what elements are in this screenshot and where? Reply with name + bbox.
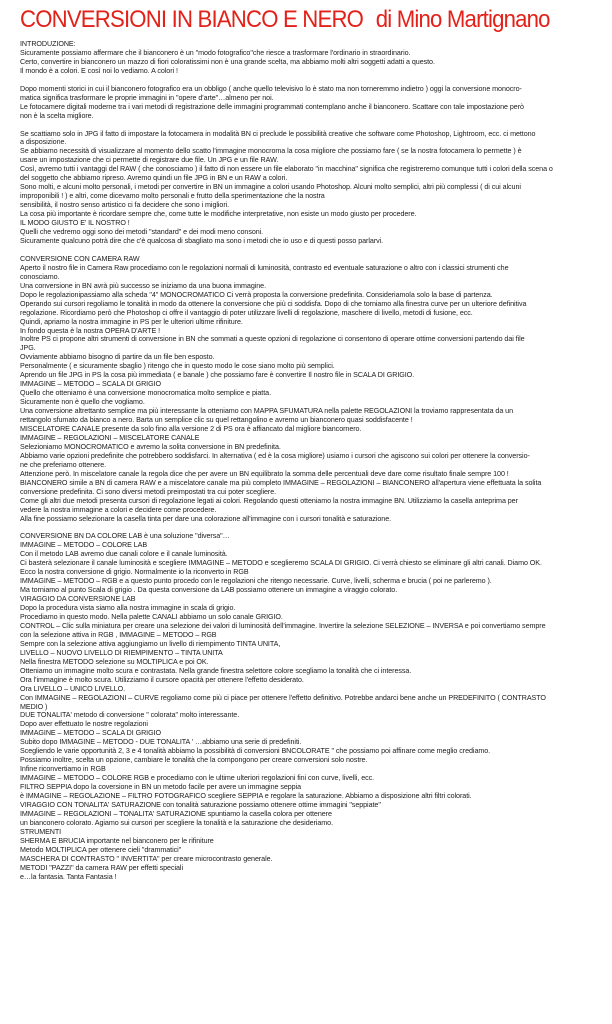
- text-line: usare un impostazione che ci permette di registrare due file. Un JPG e un file RAW.: [20, 156, 279, 165]
- text-line: Quelli che vedremo oggi sono dei metodi "standard" e dei modi meno consoni.: [20, 228, 264, 237]
- text-line: IMMAGINE – REGOLAZIONI – TONALITA' SATURAZIONE spuntiamo la casella colora per ottenere: [20, 809, 332, 818]
- text-line: Otteniamo un immagine molto scura e contrastata. Nella grande finestra selettore colore scegliamo la tonalità che ci interessa.: [20, 666, 412, 675]
- text-line: Se scattiamo solo in JPG il fatto di impostare la fotocamera in modalità BN ci preclude le possibilità creative che software come Photoshop, Lightroom, ecc. ci mettono: [20, 129, 536, 138]
- text-line: IMMAGINE – METODO – COLORE RGB e procediamo con le ultime ulteriori regolazioni fini con curve, livelli, ecc.: [20, 774, 375, 783]
- text-line: Attenzione però. In miscelatore canale la regola dice che per avere un BN equilibrato la somma delle percentuali deve dare come risultato finale sempre 100 !: [20, 469, 509, 478]
- text-line: DUE TONALITA' metodo di conversione " colorata" molto interessante.: [20, 711, 240, 720]
- text-line: Una conversione altrettanto semplice ma più interessante la otteniamo con MAPPA SFUMATURA nella palette REGOLAZIONI la troviamo rappresentata da un: [20, 407, 513, 416]
- paragraph-gap: [20, 76, 598, 85]
- text-line: Certo, convertire in bianconero un mazzo di fiori coloratissimi non è una grande scelta, ma abbiamo molti altri soggetti adatti a questo.: [20, 57, 435, 66]
- text-line: Dopo aver effettuato le nostre regolazioni: [20, 720, 148, 729]
- text-line: Sicuramente possiamo affermare che il bianconero è un "modo fotografico"che riesce a trasformare l'ordinario in straordinario.: [20, 48, 411, 57]
- text-line: IMMAGINE – REGOLAZIONI – MISCELATORE CANALE: [20, 433, 200, 442]
- text-line: Ma torniamo al punto Scala di grigio . Da questa conversione da LAB possiamo ottenere un immagine a viraggio colorato.: [20, 586, 398, 595]
- text-line: IMMAGINE – METODO – SCALA DI GRIGIO: [20, 380, 162, 389]
- text-line: a disposizione.: [20, 138, 67, 147]
- text-line: VIRAGGIO DA CONVERSIONE LAB: [20, 595, 136, 604]
- text-line: Con IMMAGINE – REGOLAZIONI – CURVE regoliamo come più ci piace per ottenere l'effetto definitivo. Potrebbe andarci bene anche un PREDEFINITO ( CONTRASTO: [20, 693, 546, 702]
- text-line: Con il metodo LAB avremo due canali colore e il canale luminosità.: [20, 550, 228, 559]
- text-line: un bianconero colorato. Agiamo sui cursori per scegliere la tonalità e la saturazione che desideriamo.: [20, 818, 334, 827]
- text-line: Subito dopo IMMAGINE – METODO - DUE TONALITA ' …abbiamo una serie di predefiniti.: [20, 738, 302, 747]
- text-line: IMMAGINE – METODO – RGB e a questo punto procedo con le regolazioni che ritengo necessarie. Curve, livelli, scherma e brucia ( poi ne parleremo ).: [20, 577, 492, 586]
- text-line: Se abbiamo necessità di visualizzare al momento dello scatto l'immagine monocroma la cosa migliore che possiamo fare ( se la nostra fotocamera lo permette ) è: [20, 147, 522, 156]
- text-line: STRUMENTI: [20, 827, 62, 836]
- text-line: conversione predefinita. Ci sono diversi metodi preimpostati tra cui poter scegliere.: [20, 487, 277, 496]
- paragraph-gap: [20, 121, 598, 130]
- text-line: Inoltre PS ci propone altri strumenti di conversione in BN che sommati a queste opzioni di regolazione ci consentono di operare ottime conversioni partendo dai file: [20, 335, 525, 344]
- text-line: MASCHERA DI CONTRASTO " INVERTITA" per creare microcontrasto generale.: [20, 854, 273, 863]
- text-line: JPG.: [20, 344, 36, 353]
- text-line: Infine riconvertiamo in RGB: [20, 765, 106, 774]
- text-line: INTRODUZIONE:: [20, 40, 76, 48]
- text-line: Ci basterà selezionare il canale luminosità e scegliere IMMAGINE – METODO e sceglieremo SCALA DI GRIGIO. Ci verrà chiesto se eliminare gli altri canali. Diamo OK.: [20, 559, 542, 568]
- text-line: La cosa più importante è ricordare sempre che, come tutte le modifiche interpretative, non esiste un modo giusto per procedere.: [20, 210, 417, 219]
- paragraph-gap: [20, 246, 598, 255]
- text-line: FILTRO SEPPIA dopo la coversione in BN un metodo facile per avere un immagine seppia: [20, 783, 301, 792]
- title-author: di Mino Martignano: [375, 6, 550, 33]
- text-line: Come gli altri due metodi presenta cursori di regolazione legati ai colori. Regolando questi otteniamo la nostra immagine BN. Utilizziamo la casella anteprima per: [20, 496, 518, 505]
- text-line: e…la fantasia. Tanta Fantasia !: [20, 872, 117, 881]
- text-line: Ora l'immagine è molto scura. Utilizziamo il cursore opacità per ottenere l'effetto desiderato.: [20, 675, 304, 684]
- paragraph-gap: [20, 523, 598, 532]
- text-line: Personalmente ( e sicuramente sbaglio ) ritengo che in questo modo le cose siano molto più semplici.: [20, 362, 335, 371]
- text-line: Ecco la nostra conversione di grigio. Normalmente io la riconverto in RGB: [20, 568, 249, 577]
- text-line: con la selezione attiva in RGB , IMMAGINE – METODO – RGB: [20, 630, 217, 639]
- text-line: Aperto il nostro file in Camera Raw procediamo con le regolazioni normali di luminosità, contrasto ed eventuale saturazione o altro con i classici strumenti che: [20, 263, 509, 272]
- text-line: conosciamo.: [20, 272, 60, 281]
- text-line: sensibilità, il nostro senso artistico ci fa decidere che sono i migliori.: [20, 201, 230, 210]
- text-line: non è la scelta migliore.: [20, 111, 94, 120]
- text-line: Alla fine possiamo selezionare la casella tinta per dare una colorazione all'immagine con i cursori tonalità e saturazione.: [20, 514, 392, 523]
- text-line: MISCELATORE CANALE presente da solo fino alla versione 2 di PS ora è affiancato dal migliore biancornero.: [20, 424, 362, 433]
- text-line: Sono molti, e alcuni molto personali, i metodi per convertire in BN un immagine a colori usando Photoshop. Alcuni molto semplici, altri più complessi ( di cui alcuni: [20, 183, 521, 192]
- text-line: Dopo le regolazionipassiamo alla scheda "4" MONOCROMATICO Ci verrà proposta la conversione predefinita. Consideriamola solo la base di partenza.: [20, 290, 493, 299]
- text-line: ne che preferiamo ottenere.: [20, 460, 107, 469]
- text-line: Quello che otteniamo è una conversione monocromatica molto semplice e piatta.: [20, 389, 271, 398]
- text-line: matica significa trasformare le proprie immagini in "opere d'arte"…almeno per noi.: [20, 93, 274, 102]
- text-line: Sicuramente qualcuno potrà dire che c'è qualcosa di sbagliato ma sono i metodi che io uso e di questi posso parlarvi.: [20, 236, 384, 245]
- text-line: Le fotocamere digitali moderne tra i vari metodi di registrazione delle immagini programmati contemplano anche il bianconero. Scattare con tale impostazione però: [20, 102, 524, 111]
- text-line: Operando sui cursori regoliamo le tonalità in modo da ottenere la conversione che più ci soddisfa. Dopo di che torniamo alla finestra curve per un ulteriore definitiva: [20, 299, 527, 308]
- text-line: Sempre con la selezione attiva aggiungiamo un livello di riempimento TINTA UNITA,: [20, 639, 281, 648]
- text-line: MEDIO ): [20, 702, 48, 711]
- text-line: Sicuramente non è quello che vogliamo.: [20, 398, 145, 407]
- text-line: Abbiamo varie opzioni predefinite che potrebbero soddisfarci. In alternativa ( ed è la cosa migliore) usiamo i cursori che agiscono sui colori per ottenere la conversio-: [20, 451, 530, 460]
- text-line: Metodo MOLTIPLICA per ottenere cieli "drammatici": [20, 845, 182, 854]
- text-line: Quindi, apriamo la nostra immagine in PS per le ulteriori ultime rifiniture.: [20, 317, 243, 326]
- text-line: CONTROL – Clic sulla miniatura per creare una selezione dei valori di luminosità dell'immagine. Invertire la selezione SELEZIONE – INVERSA e poi convertiamo sempre: [20, 621, 546, 630]
- text-line: In fondo questa è la nostra OPERA D'ARTE !: [20, 326, 161, 335]
- text-line: IL MODO GIUSTO E' IL NOSTRO !: [20, 219, 130, 228]
- text-line: BIANCONERO simile a BN di camera RAW e a miscelatore canale ma più completo IMMAGINE – REGOLAZIONI – BIANCONERO all'apertura viene effettuata la solita: [20, 478, 542, 487]
- text-line: Nella finestra METODO selezione su MOLTIPLICA e poi OK.: [20, 657, 209, 666]
- article-body: [20, 40, 598, 882]
- text-line: CONVERSIONE CON CAMERA RAW: [20, 254, 140, 263]
- text-line: è IMMAGINE – REGOLAZIONE – FILTRO FOTOGRAFICO scegliere SEPPIA e regolare la saturazione. Abbiamo a disposizione altri filtri colorati.: [20, 792, 472, 801]
- text-line: VIRAGGIO CON TONALITA' SATURAZIONE con tonalità saturazione possiamo ottenere ottime immagini "seppiate": [20, 801, 381, 810]
- text-line: Una conversione in BN avrà più successo se iniziamo da una buona immagine.: [20, 281, 267, 290]
- text-line: Procediamo in questo modo. Nella palette CANALI abbiamo un solo canale GRIGIO.: [20, 613, 283, 621]
- text-line: rettangolo sfumato da bianco a nero. Barta un semplice clic su quel rettangolino e avremo un bianconero quasi soddisfacente !: [20, 416, 413, 425]
- text-line: del soggetto che abbiamo ripreso. Avremo quindi un file JPG in BN e un RAW a colori.: [20, 174, 288, 183]
- text-line: Così, avremo tutti i vantaggi del RAW ( che conosciamo ) il fatto di non essere un file elaborato "in macchina" significa che registreremo comunque tutti i colori della scena o: [20, 165, 553, 174]
- text-line: METODI "PAZZI" da camera RAW per effetti speciali: [20, 863, 183, 872]
- text-line: Ovviamente abbiamo bisogno di partire da un file ben esposto.: [20, 353, 215, 362]
- text-line: SHERMA E BRUCIA importante nel bianconero per le rifiniture: [20, 836, 214, 845]
- text-line: Possiamo inoltre, scelta un opzione, cambiare le tonalità che la compongono per creare conversioni solo nostre.: [20, 756, 368, 765]
- text-line: Ora LIVELLO – UNICO LIVELLO.: [20, 684, 126, 693]
- text-line: IMMAGINE – METODO – COLORE LAB: [20, 541, 148, 550]
- text-line: IMMAGINE – METODO – SCALA DI GRIGIO: [20, 729, 162, 738]
- text-line: Dopo la procedura vista siamo alla nostra immagine in scala di grigio.: [20, 604, 236, 613]
- text-line: Il mondo è a colori. E così noi lo vediamo. A colori !: [20, 66, 178, 75]
- text-line: LIVELLO – NUOVO LIVELLO DI RIEMPIMENTO – TINTA UNITA: [20, 648, 223, 657]
- text-line: vedere la nostra immagine a colori e decidere come procedere.: [20, 505, 217, 514]
- text-line: Aprendo un file JPG in PS la cosa più immediata ( e banale ) che possiamo fare è convertire Il nostro file in SCALA DI GRIGIO.: [20, 371, 415, 380]
- text-line: Selezioniamo MONOCROMATICO e avremo la solita conversione in BN predefinita.: [20, 442, 281, 451]
- title-main: CONVERSIONI IN BIANCO E NERO: [20, 6, 364, 33]
- text-line: CONVERSIONE BN DA COLORE LAB è una soluzione "diversa"…: [20, 532, 230, 541]
- text-line: regolazione. Ricordiamo però che Photoshop ci offre il vantaggio di poter utilizzare livelli di regolazione, maschere di livello, metodi di fusione, ecc.: [20, 308, 473, 317]
- page-title: [20, 6, 550, 34]
- text-line: Scegliendo le varie opportunità 2, 3 e 4 tonalità abbiamo la possibilità di conversioni BNCOLORATE " che possiamo poi affinare come meglio crediamo.: [20, 747, 491, 756]
- text-line: improponibili ! ) e altri, come dicevamo molto personali e frutto della sperimentazione che la nostra: [20, 192, 325, 201]
- text-line: Dopo momenti storici in cui il bianconero fotografico era un obbligo ( anche quello televisivo lo è stato ma non torneremmo indietro ) oggi la conversione monocro-: [20, 84, 522, 93]
